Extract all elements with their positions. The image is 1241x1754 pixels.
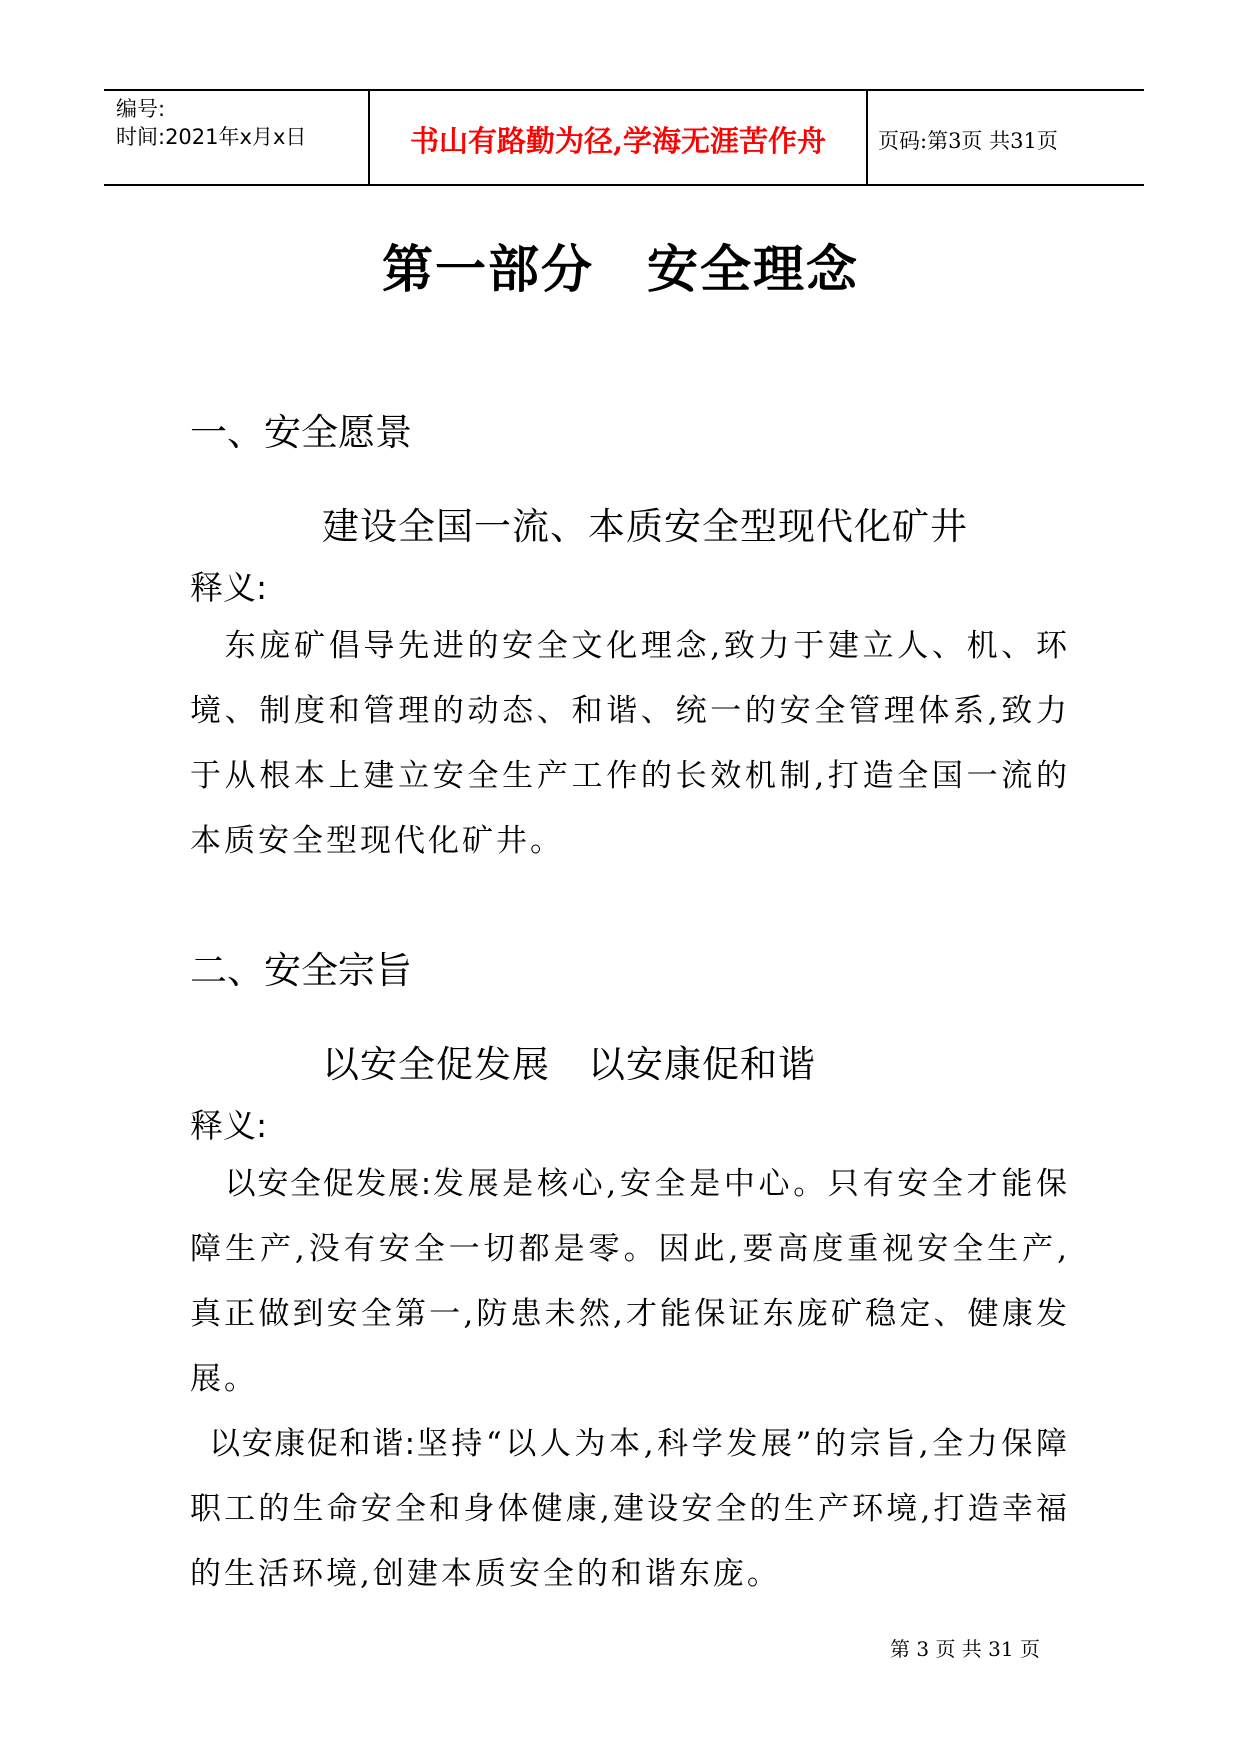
paragraph-2-text: 坚持“以人为本,科学发展”的宗旨,全力保障职工的生命安全和身体健康,建设安全的生产环境,打造幸福的生活环境,创建本质安全的和谐东庞。 — [190, 1426, 1070, 1592]
section1-heading: 一、安全愿景 — [190, 411, 412, 454]
section2-heading: 二、安全宗旨 — [190, 949, 412, 992]
section1-slogan: 建设全国一流、本质安全型现代化矿井 — [322, 505, 968, 548]
section1-explanation-label: 释义: — [190, 568, 268, 607]
document-time-label: 时间:2021年x月x日 — [116, 125, 307, 149]
header-page-info: 页码:第3页 共31页 — [878, 129, 1058, 153]
header-page-cell — [866, 91, 1144, 184]
header-info-cell — [104, 91, 368, 184]
page-title: 第一部分 安全理念 — [381, 241, 859, 300]
paragraph-1-text: 发展是核心,安全是中心。只有安全才能保障生产,没有安全一切都是零。因此,要高度重视安全生产,真正做到安全第一,防患未然,才能保证东庞矿稳定、健康发展。 — [190, 1166, 1070, 1397]
page-footer: 第 3 页 共 31 页 — [890, 1637, 1040, 1661]
header-motto: 书山有路勤为径,学海无涯苦作舟 — [409, 124, 827, 158]
section2-paragraph-1 — [190, 1152, 1070, 1412]
document-number-label: 编号: — [116, 97, 166, 121]
section2-explanation-label: 释义: — [190, 1106, 268, 1145]
section2-paragraph-2 — [190, 1412, 1070, 1607]
header-motto-cell — [368, 91, 868, 184]
paragraph-2-lead: 以安康促和谐: — [208, 1426, 417, 1462]
section2-slogan: 以安全促发展 以安康促和谐 — [322, 1043, 816, 1086]
section1-paragraph: 东庞矿倡导先进的安全文化理念,致力于建立人、机、环境、制度和管理的动态、和谐、统一的安全管理体系,致力于从根本上建立安全生产工作的长效机制,打造全国一流的本质安全型现代化矿井。 — [190, 628, 1070, 859]
paragraph-1-lead: 以安全促发展: — [224, 1166, 433, 1202]
header-table — [104, 89, 1144, 186]
